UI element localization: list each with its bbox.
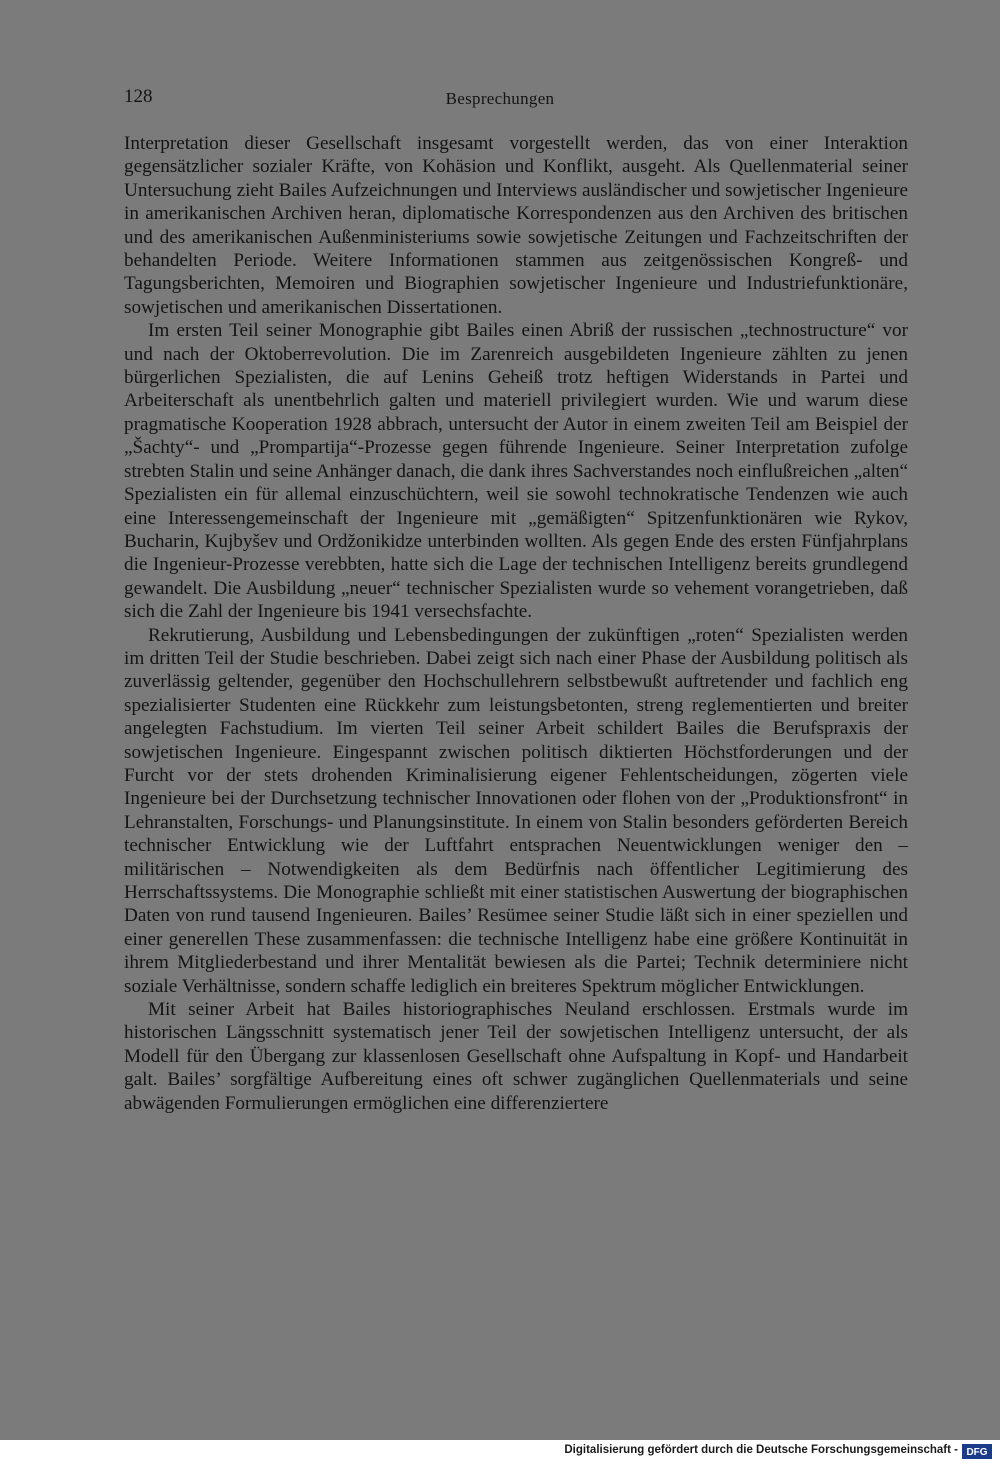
funding-notice: Digitalisierung gefördert durch die Deutsche Forschungsgemeinschaft - bbox=[564, 1444, 958, 1456]
body-text bbox=[124, 132, 908, 1115]
paragraph: Im ersten Teil seiner Monographie gibt Bailes einen Abriß der russischen „technostructure“ vor und nach der Oktoberrevolution. Die im Zarenreich ausgebildeten Ingenieure zählten zu jenen bürgerlichen Spezialisten, die auf Lenins Geheiß trotz heftigen Widerstands in Partei und Arbeiterschaft als unentbehrlich galten und materiell privilegiert wurden. Wie und warum diese pragmatische Kooperation 1928 abbrach, untersucht der Autor in einem zweiten Teil am Beispiel der „Šachty“- und „Prompartija“-Prozesse gegen führende Ingenieure. Seiner Interpretation zufolge strebten Stalin und seine Anhänger danach, die dank ihres Sachverstandes noch einflußreichen „alten“ Spezialisten ein für allemal einzuschüchtern, weil sie sowohl technokratische Tendenzen wie auch eine Interessengemeinschaft der Ingenieure mit „gemäßigten“ Spitzenfunktionären wie Rykov, Bucharin, Kujbyšev und Ordžonikidze unterbinden wollten. Als gegen Ende des ersten Fünfjahrplans die Ingenieur-Prozesse verebbten, hatte sich die Lage der technischen Intelligenz bereits grundlegend gewandelt. Die Ausbildung „neuer“ technischer Spezialisten wurde so vehement vorangetrieben, daß sich die Zahl der Ingenieure bis 1941 versechsfachte. bbox=[124, 320, 908, 623]
dfg-logo-icon: DFG bbox=[962, 1444, 992, 1459]
paragraph: Mit seiner Arbeit hat Bailes historiographisches Neuland erschlossen. Erstmals wurde im historischen Längsschnitt systematisch jener Teil der sowjetischen Intelligenz untersucht, der als Modell für den Übergang zur klassenlosen Gesellschaft ohne Aufspaltung in Kopf- und Handarbeit galt. Bailes’ sorgfältige Aufbereitung eines oft schwer zugänglichen Quellenmaterials und seine abwägenden Formulierungen ermöglichen eine differenziertere bbox=[124, 999, 908, 1114]
footer-bar bbox=[0, 1440, 1000, 1464]
paragraph: Rekrutierung, Ausbildung und Lebensbedingungen der zukünftigen „roten“ Spezialisten werden im dritten Teil der Studie beschrieben. Dabei zeigt sich nach einer Phase der Ausbildung politisch als zuverlässig geltender, gegenüber den Hochschullehrern selbstbewußt auftretender und fachlich eng spezialisierter Studenten eine Rückkehr zum leistungsbetonten, streng reglementierten und breiter angelegten Fachstudium. Im vierten Teil seiner Arbeit schildert Bailes die Berufspraxis der sowjetischen Ingenieure. Eingespannt zwischen politisch diktierten Höchstforderungen und der Furcht vor der stets drohenden Kriminalisierung eigener Fehlentscheidungen, zögerten viele Ingenieure bei der Durchsetzung technischer Innovationen oder flohen von der „Produktionsfront“ in Lehranstalten, Forschungs- und Planungsinstitute. In einem von Stalin besonders geförderten Bereich technischer Entwicklung wie der Luftfahrt entsprachen Neuentwicklungen weniger den – militärischen – Notwendigkeiten als dem Bedürfnis nach öffentlicher Legitimierung des Herrschaftssystems. Die Monographie schließt mit einer statistischen Auswertung der biographischen Daten von rund tausend Ingenieuren. Bailes’ Resümee seiner Studie läßt sich in einer speziellen und einer generellen These zusammenfassen: die technische Intelligenz habe eine größere Kontinuität in ihrem Mitgliederbestand und ihrer Mentalität bewiesen als die Partei; Technik determiniere nicht soziale Verhältnisse, sondern schaffe lediglich ein breiteres Spektrum möglicher Entwicklungen. bbox=[124, 624, 908, 997]
page-number: 128 bbox=[124, 86, 153, 107]
running-head: Besprechungen bbox=[445, 89, 555, 108]
paragraph: Interpretation dieser Gesellschaft insgesamt vorgestellt werden, das von einer Interaktion gegensätzlicher sozialer Kräfte, von Kohäsion und Konflikt, ausgeht. Als Quellenmaterial seiner Untersuchung zieht Bailes Aufzeichnungen und Interviews ausländischer und sowjetischer Ingenieure in amerikanischen Archiven heran, diplomatische Korrespondenzen aus den Archiven des britischen und des amerikanischen Außenministeriums sowie sowjetische Zeitungen und Fachzeitschriften der behandelten Periode. Weitere Informationen stammen aus zeitgenössischen Kongreß- und Tagungsberichten, Memoiren und Biographien sowjetischer Ingenieure und Industriefunktionäre, sowjetischen und amerikanischen Dissertationen. bbox=[124, 133, 908, 318]
